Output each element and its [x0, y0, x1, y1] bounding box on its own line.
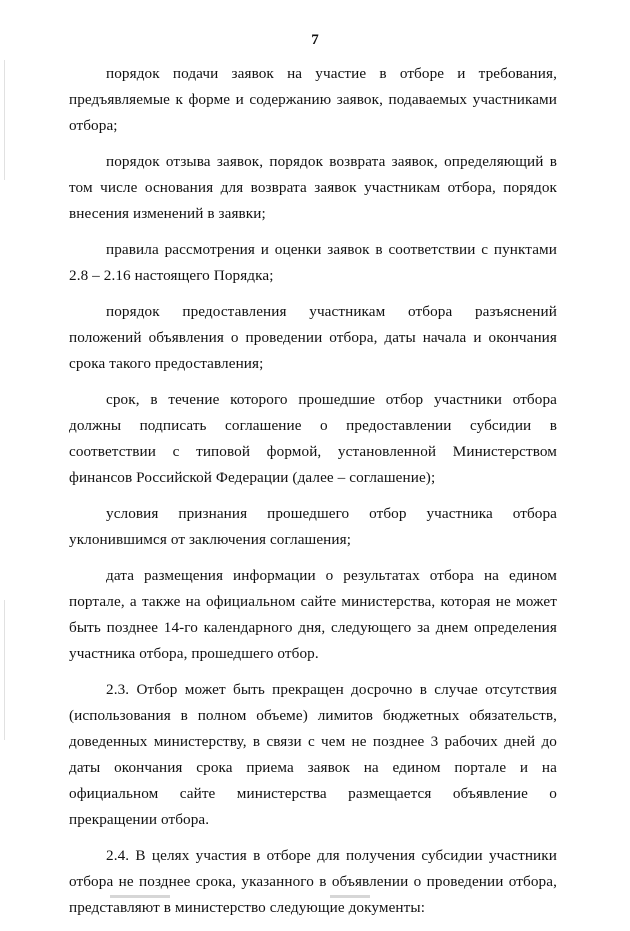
paragraph-results-date: дата размещения информации о результатах отбора на едином портале, а также на официальном сайте министерства, которая не может быть позднее 14-го календарного дня, следующего за днем определения участника отбора, прошедшего отбор.: [69, 567, 557, 662]
scan-edge-mark: [4, 60, 5, 180]
paragraph-submission-order: порядок подачи заявок на участие в отборе и требования, предъявляемые к форме и содержанию заявок, подаваемых участниками отбора;: [69, 65, 557, 134]
page-number: 7: [311, 32, 319, 48]
scan-bottom-smudge: [110, 895, 170, 898]
paragraph-section-2-4: 2.4. В целях участия в отборе для получения субсидии участники отбора не позднее срока, указанного в объявлении о проведении отбора, представляют в министерство следующие документы:: [69, 847, 557, 916]
scan-edge-mark: [4, 600, 5, 740]
document-body: [69, 61, 557, 931]
scan-bottom-smudge: [330, 895, 370, 898]
paragraph-withdrawal-order: порядок отзыва заявок, порядок возврата заявок, определяющий в том числе основания для возврата заявок участникам отбора, порядок внесения изменений в заявки;: [69, 153, 557, 222]
paragraph-evasion-conditions: условия признания прошедшего отбор участника отбора уклонившимся от заключения соглашения;: [69, 505, 557, 548]
paragraph-agreement-deadline: срок, в течение которого прошедшие отбор участники отбора должны подписать соглашение о предоставлении субсидии в соответствии с типовой формой, установленной Министерством финансов Российской Федерации (далее – соглашение);: [69, 391, 557, 486]
paragraph-review-rules: правила рассмотрения и оценки заявок в соответствии с пунктами 2.8 – 2.16 настоящего Порядка;: [69, 241, 557, 284]
paragraph-section-2-3: 2.3. Отбор может быть прекращен досрочно в случае отсутствия (использования в полном объеме) лимитов бюджетных обязательств, доведенных министерству, в связи с чем не позднее 3 рабочих дней до даты окончания срока приема заявок на едином портале и на официальном сайте министерства размещается объявление о прекращении отбора.: [69, 681, 557, 828]
paragraph-clarification-order: порядок предоставления участникам отбора разъяснений положений объявления о проведении отбора, даты начала и окончания срока такого предоставления;: [69, 303, 557, 372]
